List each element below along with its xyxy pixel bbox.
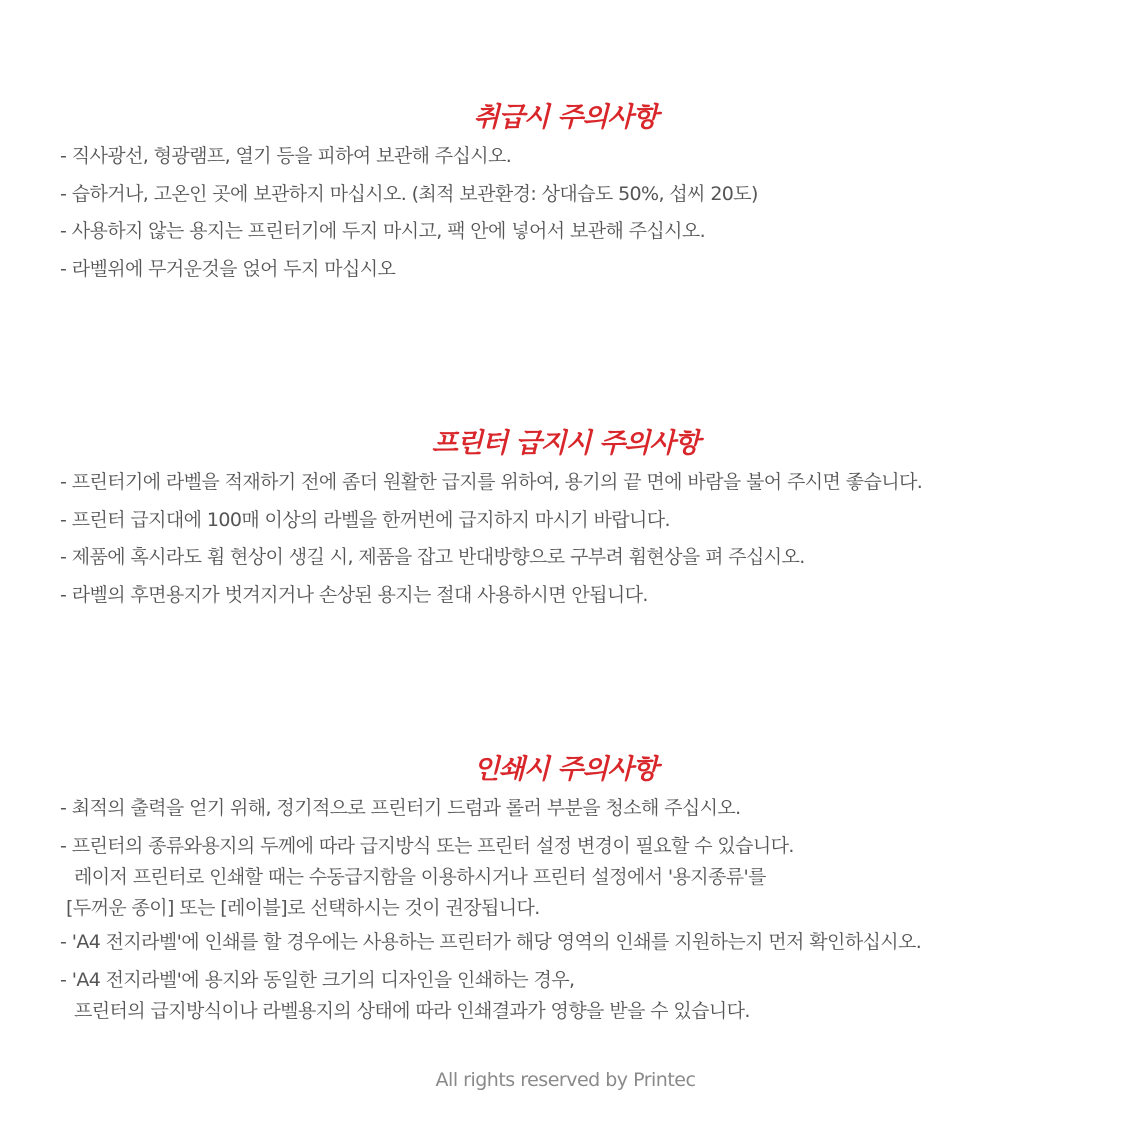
list-item: - 라벨의 후면용지가 벗겨지거나 손상된 용지는 절대 사용하시면 안됩니다. [60, 583, 648, 606]
handling-list [0, 138, 1131, 288]
list-item: - 사용하지 않는 용지는 프린터기에 두지 마시고, 팩 안에 넣어서 보관해 주십시오. [60, 220, 706, 242]
list-item [60, 961, 1131, 1027]
feeding-list [0, 464, 1131, 614]
printing-list [0, 790, 1131, 1027]
printing-section [0, 750, 1131, 1027]
list-item: - 직사광선, 형광램프, 열기 등을 피하여 보관해 주십시오. [60, 145, 512, 167]
handling-section [0, 98, 1131, 288]
list-item: - 프린터 급지대에 100매 이상의 라벨을 한꺼번에 급지하지 마시기 바랍니다. [60, 508, 670, 531]
printing-title: 인쇄시 주의사항 [473, 754, 658, 785]
list-item-continuation: [두꺼운 종이] 또는 [레이블]로 선택하시는 것이 권장됩니다. [66, 897, 540, 919]
list-item-continuation: 레이저 프린터로 인쇄할 때는 수동급지함을 이용하시거나 프린터 설정에서 '용지종류'를 [74, 866, 766, 888]
list-item-line: - 프린터의 종류와용지의 두께에 따라 급지방식 또는 프린터 설정 변경이 필요할 수 있습니다. [60, 835, 794, 857]
feeding-title: 프린터 급지시 주의사항 [431, 428, 700, 459]
list-item: - 라벨위에 무거운것을 얹어 두지 마십시오 [60, 257, 396, 280]
list-item: - 습하거나, 고온인 곳에 보관하지 마십시오. (최적 보관환경: 상대습도 50%, 섭씨 20도) [60, 182, 758, 205]
list-item: - 최적의 출력을 얻기 위해, 정기적으로 프린터기 드럼과 롤러 부분을 청소해 주십시오. [60, 797, 741, 819]
list-item: - 프린터기에 라벨을 적재하기 전에 좀더 원활한 급지를 위하여, 용기의 끝 면에 바람을 불어 주시면 좋습니다. [60, 471, 923, 493]
list-item-continuation: 프린터의 급지방식이나 라벨용지의 상태에 따라 인쇄결과가 영향을 받을 수 있습니다. [74, 1000, 750, 1022]
copyright-footer: All rights reserved by Printec [435, 1069, 696, 1091]
list-item [60, 827, 1131, 924]
list-item-line: - 'A4 전지라벨'에 용지와 동일한 크기의 디자인을 인쇄하는 경우, [60, 969, 575, 991]
list-item: - 제품에 혹시라도 휨 현상이 생길 시, 제품을 잡고 반대방향으로 구부려 휨현상을 펴 주십시오. [60, 546, 805, 568]
feeding-section [0, 424, 1131, 614]
handling-title: 취급시 주의사항 [473, 102, 658, 133]
list-item: - 'A4 전지라벨'에 인쇄를 할 경우에는 사용하는 프린터가 해당 영역의 인쇄를 지원하는지 먼저 확인하십시오. [60, 931, 922, 953]
